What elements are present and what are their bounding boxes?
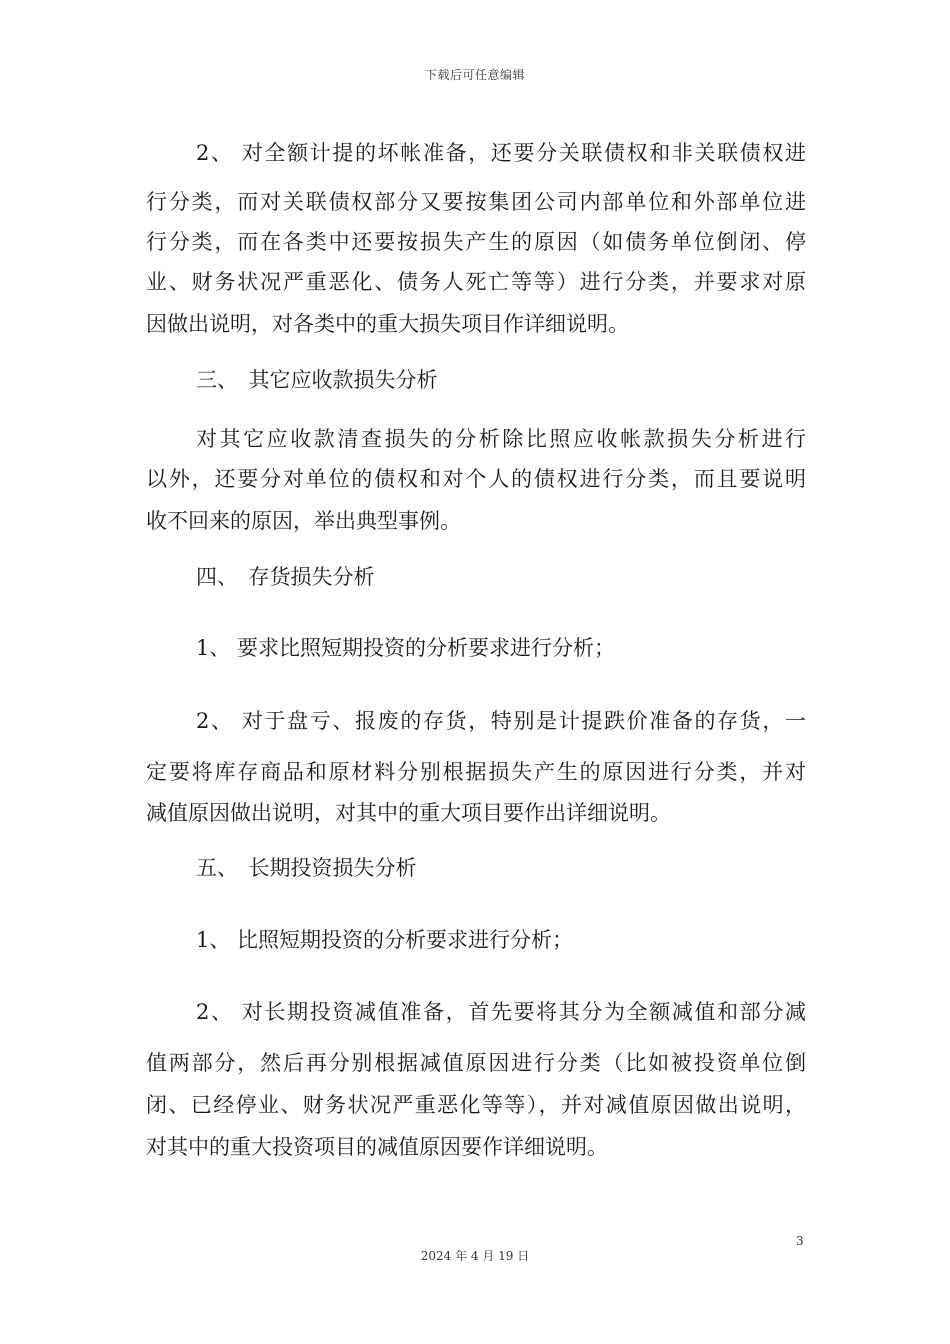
section-heading: 五、 长期投资损失分析 xyxy=(196,856,417,880)
page-number: 3 xyxy=(796,1234,804,1248)
body-line: 2、 对长期投资减值准备，首先要将其分为全额减值和部分减 xyxy=(196,1000,806,1024)
body-line: 收不回来的原因，举出典型事例。 xyxy=(146,509,461,533)
body-line: 定要将库存商品和原材料分别根据损失产生的原因进行分类，并对 xyxy=(146,760,806,784)
body-line: 因做出说明，对各类中的重大损失项目作详细说明。 xyxy=(146,312,629,336)
body-line: 2、 对于盘亏、报废的存货，特别是计提跌价准备的存货，一 xyxy=(196,709,806,733)
body-line: 减值原因做出说明，对其中的重大项目要作出详细说明。 xyxy=(146,801,671,825)
section-heading: 四、 存货损失分析 xyxy=(196,565,375,589)
body-line: 1、 比照短期投资的分析要求进行分析； xyxy=(196,928,574,952)
body-line: 对其中的重大投资项目的减值原因要作详细说明。 xyxy=(146,1135,608,1159)
body-line: 行分类，而对关联债权部分又要按集团公司内部单位和外部单位进 xyxy=(146,190,806,214)
page-header: 下载后可任意编辑 xyxy=(424,68,525,82)
body-line: 2、 对全额计提的坏帐准备，还要分关联债权和非关联债权进 xyxy=(196,141,806,165)
body-line: 闭、已经停业、财务状况严重恶化等等），并对减值原因做出说明， xyxy=(146,1093,806,1117)
body-line: 业、财务状况严重恶化、债务人死亡等等）进行分类，并要求对原 xyxy=(146,270,806,294)
body-line: 行分类，而在各类中还要按损失产生的原因（如债务单位倒闭、停 xyxy=(146,230,806,254)
footer-date: 2024 年 4 月 19 日 xyxy=(420,1249,530,1263)
body-line: 对其它应收款清查损失的分析除比照应收帐款损失分析进行 xyxy=(196,427,806,451)
body-line: 以外，还要分对单位的债权和对个人的债权进行分类，而且要说明 xyxy=(146,467,806,491)
body-line: 值两部分，然后再分别根据减值原因进行分类（比如被投资单位倒 xyxy=(146,1051,806,1075)
body-line: 1、 要求比照短期投资的分析要求进行分析； xyxy=(196,636,616,660)
section-heading: 三、 其它应收款损失分析 xyxy=(196,368,438,392)
